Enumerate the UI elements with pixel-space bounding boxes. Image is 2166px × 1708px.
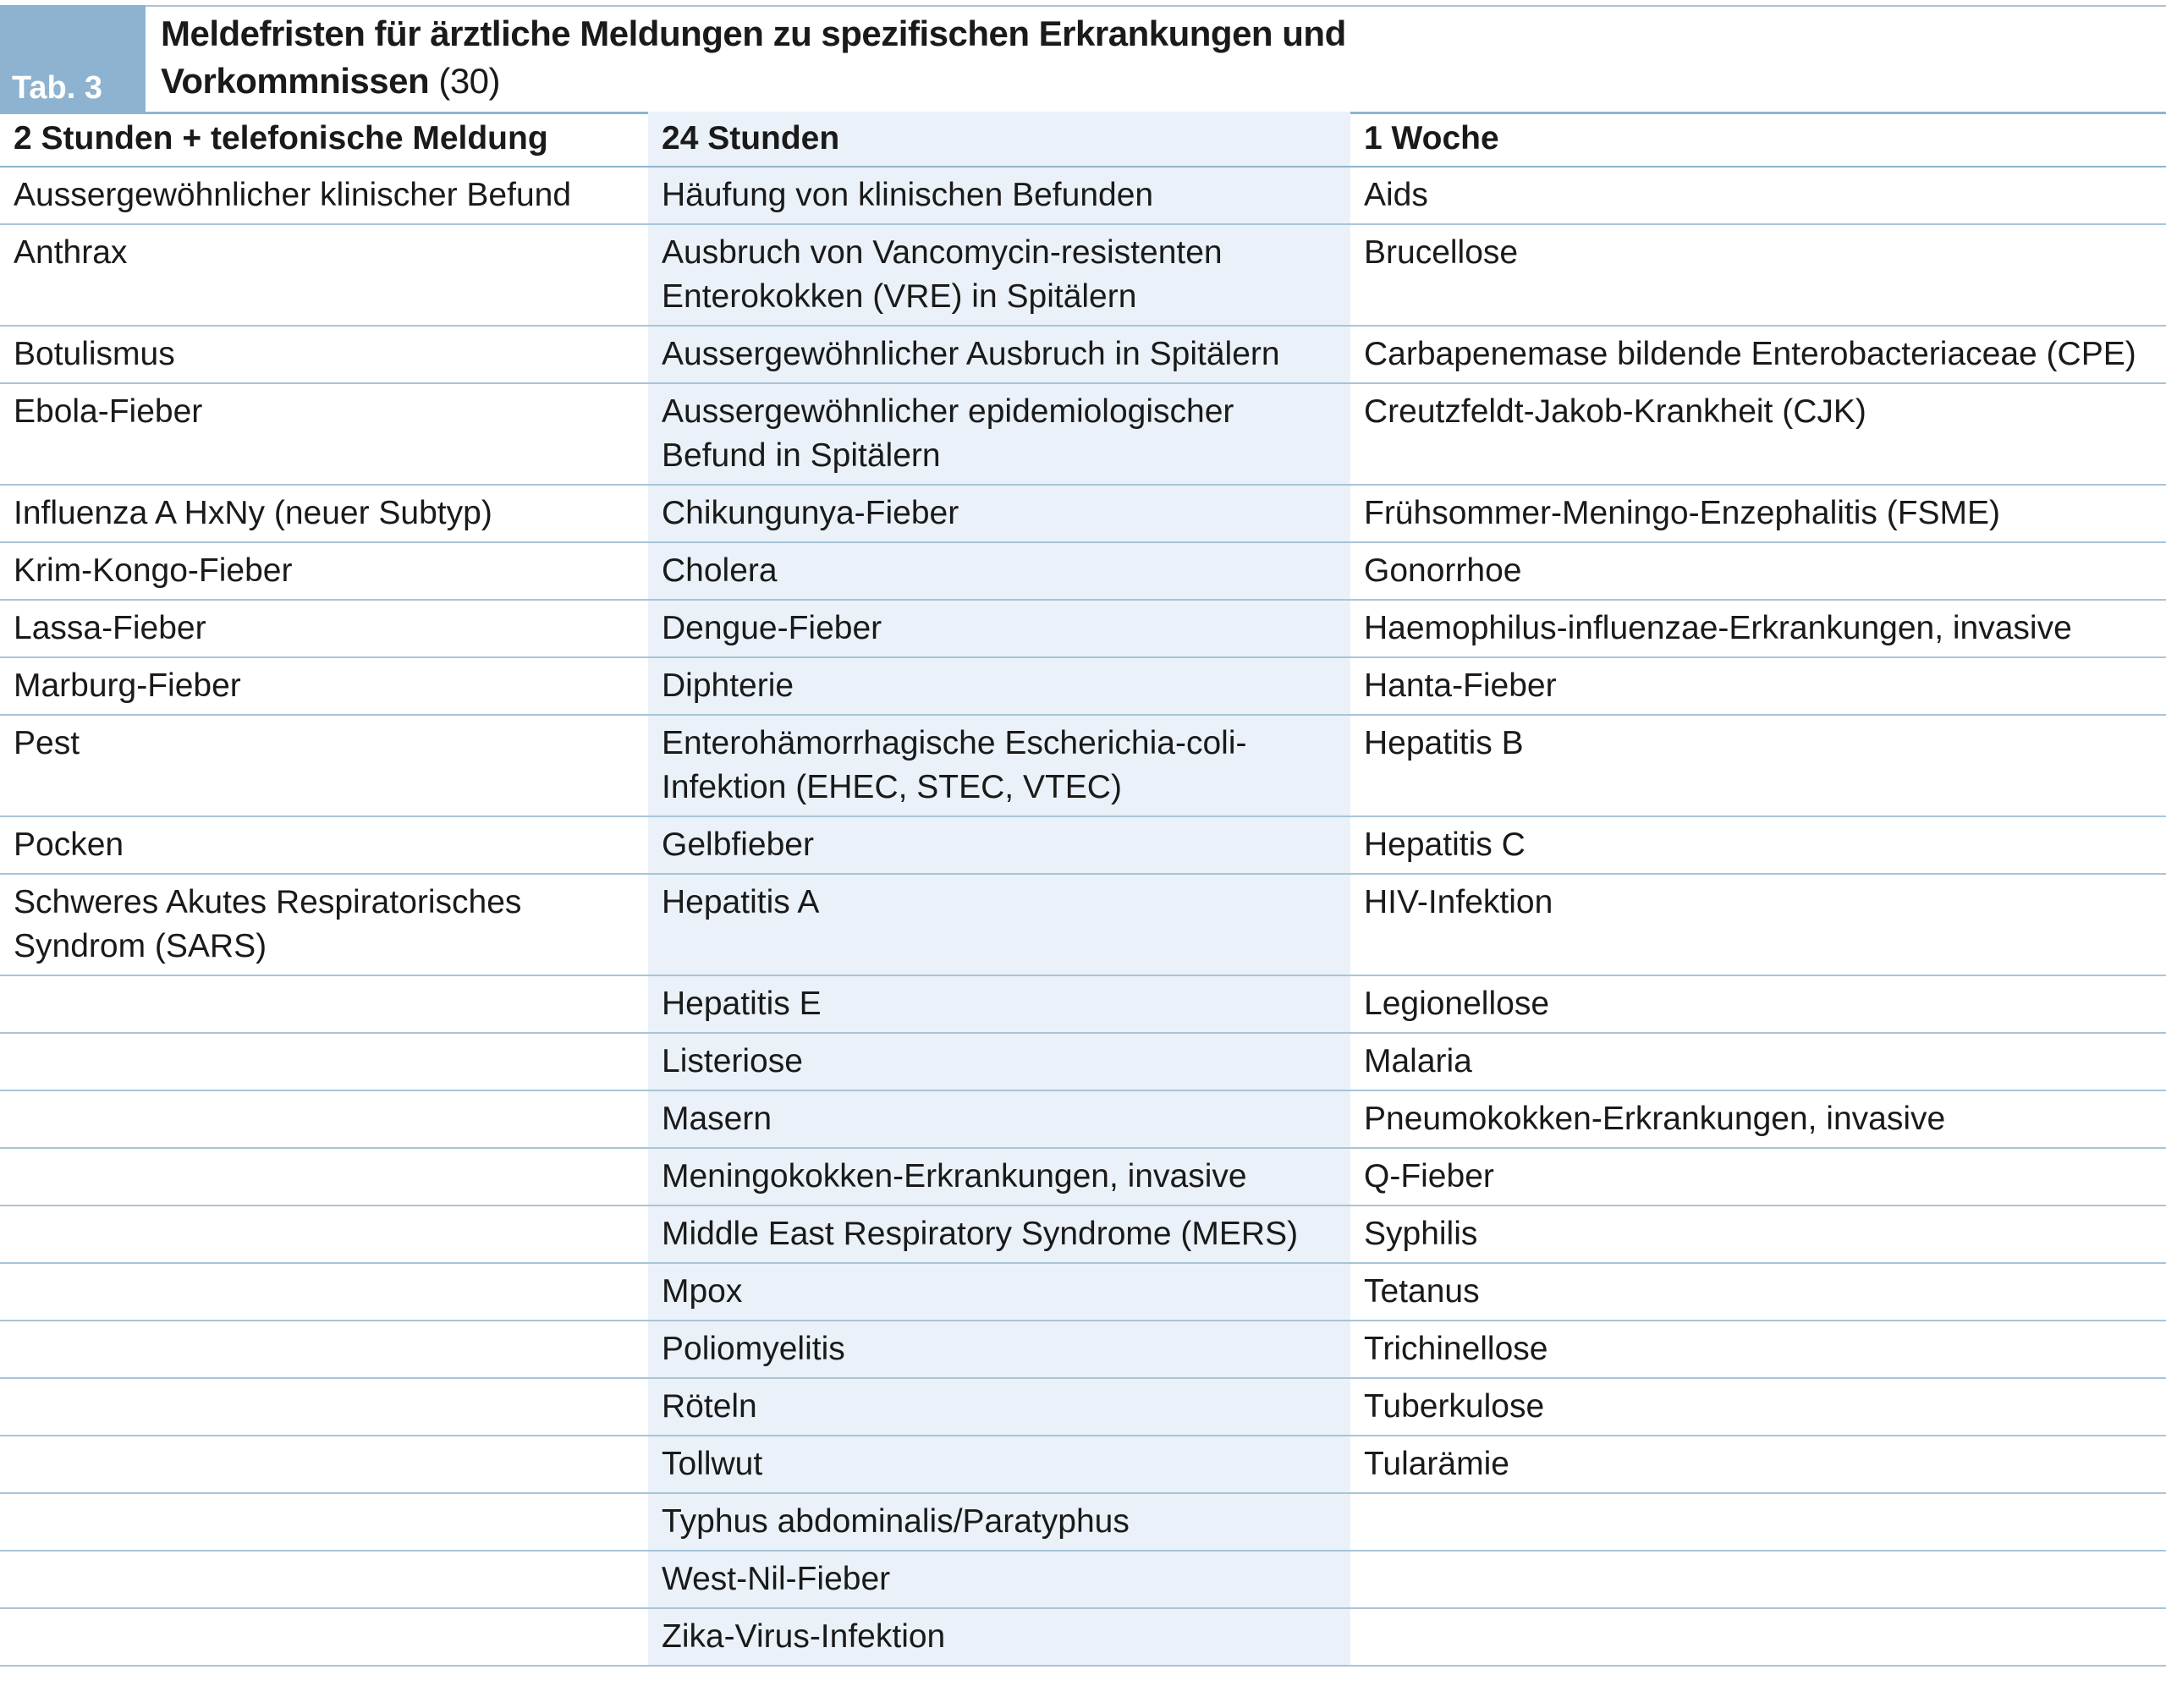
table-row — [0, 874, 2166, 975]
cell-24h: Diphterie — [648, 657, 1350, 715]
cell-2h: Anthrax — [0, 224, 648, 326]
cell-1week: Hepatitis B — [1350, 715, 2166, 816]
cell-2h — [0, 1551, 648, 1608]
cell-2h: Ebola-Fieber — [0, 383, 648, 485]
table-row — [0, 975, 2166, 1033]
cell-24h: Meningokokken-Erkrankungen, invasive — [648, 1148, 1350, 1205]
cell-24h: Cholera — [648, 542, 1350, 600]
cell-24h: West-Nil-Fieber — [648, 1551, 1350, 1608]
table-row — [0, 1321, 2166, 1378]
cell-24h: Häufung von klinischen Befunden — [648, 167, 1350, 224]
title-main: Meldefristen für ärztliche Meldungen zu spezifischen Erkrankungen und Vorkommnissen — [161, 14, 1346, 101]
cell-2h: Schweres Akutes Respiratorisches Syndrom (SARS) — [0, 874, 648, 975]
cell-24h: Gelbfieber — [648, 816, 1350, 874]
top-rule — [0, 5, 2166, 7]
cell-24h: Tollwut — [648, 1436, 1350, 1493]
cell-1week: Pneumokokken-Erkrankungen, invasive — [1350, 1090, 2166, 1148]
cell-2h: Botulismus — [0, 326, 648, 383]
table-row — [0, 167, 2166, 224]
cell-24h: Masern — [648, 1090, 1350, 1148]
table-row — [0, 657, 2166, 715]
reporting-deadlines-table — [0, 112, 2166, 1667]
cell-24h: Middle East Respiratory Syndrome (MERS) — [648, 1205, 1350, 1263]
cell-1week: Gonorrhoe — [1350, 542, 2166, 600]
table-row — [0, 1551, 2166, 1608]
cell-1week: Brucellose — [1350, 224, 2166, 326]
cell-24h: Hepatitis A — [648, 874, 1350, 975]
cell-2h — [0, 975, 648, 1033]
cell-2h: Pocken — [0, 816, 648, 874]
cell-1week: Hanta-Fieber — [1350, 657, 2166, 715]
cell-2h — [0, 1148, 648, 1205]
cell-24h: Röteln — [648, 1378, 1350, 1436]
cell-24h: Aussergewöhnlicher Ausbruch in Spitälern — [648, 326, 1350, 383]
table-row — [0, 1148, 2166, 1205]
column-header-2h: 2 Stunden + telefonische Meldung — [0, 112, 648, 167]
cell-24h: Poliomyelitis — [648, 1321, 1350, 1378]
table-row — [0, 1608, 2166, 1666]
table-tag: Tab. 3 — [0, 5, 146, 112]
table-row — [0, 1090, 2166, 1148]
cell-2h — [0, 1205, 648, 1263]
cell-1week: Malaria — [1350, 1033, 2166, 1090]
cell-2h — [0, 1493, 648, 1551]
table-row — [0, 600, 2166, 657]
cell-1week: Haemophilus-influenzae-Erkrankungen, invasive — [1350, 600, 2166, 657]
cell-1week: Hepatitis C — [1350, 816, 2166, 874]
cell-24h: Enterohämorrhagische Escherichia-coli-Infektion (EHEC, STEC, VTEC) — [648, 715, 1350, 816]
table-row — [0, 1493, 2166, 1551]
column-header-24h: 24 Stunden — [648, 112, 1350, 167]
table-row — [0, 1263, 2166, 1321]
table-row — [0, 1436, 2166, 1493]
table-row — [0, 542, 2166, 600]
table-row — [0, 326, 2166, 383]
cell-2h: Lassa-Fieber — [0, 600, 648, 657]
table-row — [0, 1205, 2166, 1263]
cell-2h — [0, 1378, 648, 1436]
cell-1week: Creutzfeldt-Jakob-Krankheit (CJK) — [1350, 383, 2166, 485]
cell-24h: Chikungunya-Fieber — [648, 485, 1350, 542]
table-row — [0, 383, 2166, 485]
header-row — [0, 112, 2166, 167]
title-reference: (30) — [438, 61, 501, 101]
cell-1week: Carbapenemase bildende Enterobacteriaceae (CPE) — [1350, 326, 2166, 383]
cell-24h: Typhus abdominalis/Paratyphus — [648, 1493, 1350, 1551]
cell-2h: Marburg-Fieber — [0, 657, 648, 715]
cell-24h: Hepatitis E — [648, 975, 1350, 1033]
table-row — [0, 1378, 2166, 1436]
cell-1week: Legionellose — [1350, 975, 2166, 1033]
cell-2h: Krim-Kongo-Fieber — [0, 542, 648, 600]
cell-1week: Frühsommer-Meningo-Enzephalitis (FSME) — [1350, 485, 2166, 542]
cell-2h — [0, 1436, 648, 1493]
cell-24h: Dengue-Fieber — [648, 600, 1350, 657]
cell-2h: Pest — [0, 715, 648, 816]
cell-1week: HIV-Infektion — [1350, 874, 2166, 975]
table-row — [0, 1033, 2166, 1090]
cell-1week: Tularämie — [1350, 1436, 2166, 1493]
cell-24h: Ausbruch von Vancomycin-resistenten Enterokokken (VRE) in Spitälern — [648, 224, 1350, 326]
cell-2h — [0, 1608, 648, 1666]
cell-2h — [0, 1321, 648, 1378]
cell-1week: Syphilis — [1350, 1205, 2166, 1263]
cell-1week — [1350, 1608, 2166, 1666]
cell-2h — [0, 1090, 648, 1148]
table-header-block — [0, 0, 2166, 114]
cell-24h: Zika-Virus-Infektion — [648, 1608, 1350, 1666]
cell-2h: Aussergewöhnlicher klinischer Befund — [0, 167, 648, 224]
cell-1week: Tetanus — [1350, 1263, 2166, 1321]
table-body — [0, 167, 2166, 1666]
cell-2h — [0, 1033, 648, 1090]
cell-2h: Influenza A HxNy (neuer Subtyp) — [0, 485, 648, 542]
cell-1week: Q-Fieber — [1350, 1148, 2166, 1205]
cell-2h — [0, 1263, 648, 1321]
cell-1week: Tuberkulose — [1350, 1378, 2166, 1436]
cell-1week — [1350, 1551, 2166, 1608]
cell-24h: Aussergewöhnlicher epidemiologischer Befund in Spitälern — [648, 383, 1350, 485]
cell-1week: Aids — [1350, 167, 2166, 224]
table-row — [0, 224, 2166, 326]
cell-24h: Listeriose — [648, 1033, 1350, 1090]
table-row — [0, 485, 2166, 542]
cell-1week: Trichinellose — [1350, 1321, 2166, 1378]
cell-24h: Mpox — [648, 1263, 1350, 1321]
cell-1week — [1350, 1493, 2166, 1551]
column-header-1week: 1 Woche — [1350, 112, 2166, 167]
table-row — [0, 715, 2166, 816]
table-title — [161, 10, 1430, 105]
table-row — [0, 816, 2166, 874]
